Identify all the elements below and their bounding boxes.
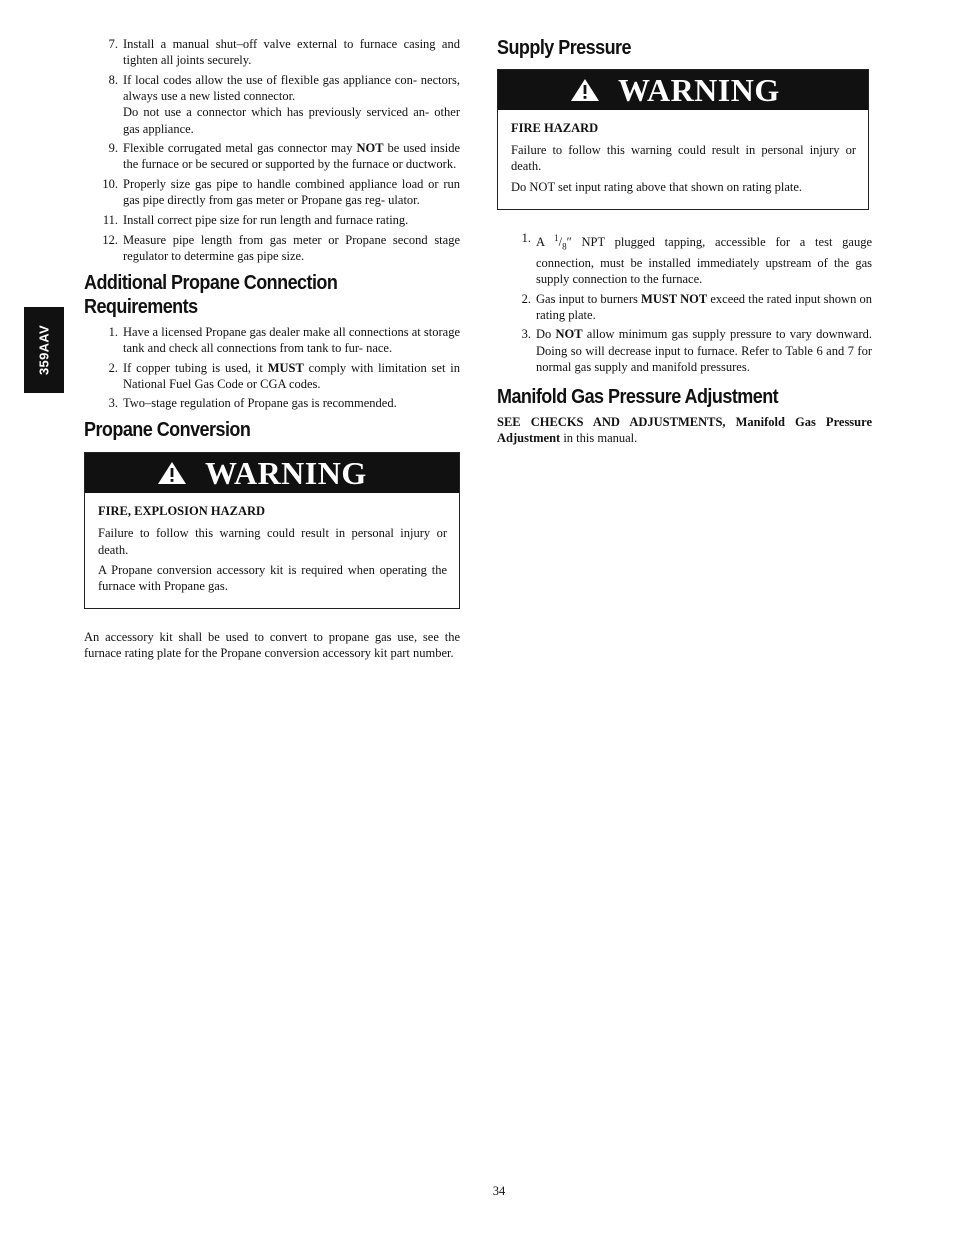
warning-banner bbox=[85, 453, 459, 493]
list-item: 11. Install correct pipe size for run length and furnace rating. bbox=[102, 213, 409, 228]
list-item: 1. Have a licensed Propane gas dealer make all connections at storage tank and check all connections from tank to fur- nace. bbox=[108, 324, 460, 355]
section-heading-supply-pressure: Supply Pressure bbox=[497, 37, 631, 59]
list-item: 3. Do NOT allow minimum gas supply pressure to vary downward. Doing so will decrease input to furnace. Refer to Table 6 and 7 for normal gas supply and manifold pressures. bbox=[521, 327, 873, 374]
propane-requirements-list bbox=[84, 324, 460, 412]
left-column bbox=[84, 36, 460, 662]
warning-triangle-icon bbox=[570, 78, 600, 102]
warning-text: Failure to follow this warning could result in personal injury or death. bbox=[98, 526, 447, 557]
list-item: 10. Properly size gas pipe to handle combined appliance load or run gas pipe directly from gas meter or Propane gas reg- ulator. bbox=[102, 177, 460, 208]
right-column bbox=[497, 36, 872, 446]
list-item: 2. If copper tubing is used, it MUST comply with limitation set in National Fuel Gas Code or CGA codes. bbox=[108, 360, 461, 391]
warning-body bbox=[498, 110, 868, 209]
warning-title: WARNING bbox=[205, 455, 367, 492]
list-item: 3. Two–stage regulation of Propane gas is recommended. bbox=[108, 396, 397, 411]
model-label: 359AAV bbox=[36, 325, 52, 375]
warning-banner bbox=[498, 70, 868, 110]
warning-text: A Propane conversion accessory kit is required when operating the furnace with Propane gas. bbox=[98, 562, 447, 593]
manifold-paragraph: SEE CHECKS AND ADJUSTMENTS, Manifold Gas Pressure Adjustment in this manual. bbox=[497, 414, 872, 445]
list-item: 7. Install a manual shut–off valve external to furnace casing and tighten all joints securely. bbox=[108, 37, 460, 68]
warning-body bbox=[85, 493, 459, 608]
warning-title: WARNING bbox=[618, 72, 780, 108]
section-heading-propane-conversion: Propane Conversion bbox=[84, 419, 251, 442]
list-item: 8. If local codes allow the use of flexible gas appliance con- nectors, always use a new listed connector. Do not use a connector which has previously serviced an- other gas appliance. bbox=[108, 72, 460, 136]
page-number: 34 bbox=[492, 1184, 506, 1198]
hazard-label: FIRE HAZARD bbox=[511, 121, 599, 135]
list-item: 2. Gas input to burners MUST NOT exceed the rated input shown on rating plate. bbox=[521, 291, 872, 322]
hazard-label: FIRE, EXPLOSION HAZARD bbox=[98, 504, 266, 519]
list-item: 1. A $^1/_8''$ NPT plugged tapping, accessible for a test gauge connection, must be installed immediately upstream of the gas supply connection to the furnace. bbox=[521, 230, 873, 286]
warning-triangle-icon bbox=[157, 461, 187, 485]
warning-box-propane bbox=[84, 452, 460, 609]
gas-piping-list bbox=[84, 36, 460, 264]
warning-text: Do NOT set input rating above that shown on rating plate. bbox=[511, 179, 803, 194]
list-item: 9. Flexible corrugated metal gas connector may NOT be used inside the furnace or be secured or supported by the furnace or ductwork. bbox=[108, 141, 460, 172]
accessory-kit-paragraph: An accessory kit shall be used to convert to propane gas use, see the furnace rating plate for the Propane conversion accessory kit part number. bbox=[84, 630, 460, 661]
warning-box-supply bbox=[497, 69, 869, 210]
warning-text: Failure to follow this warning could result in personal injury or death. bbox=[511, 143, 856, 174]
supply-pressure-list bbox=[497, 230, 872, 375]
section-heading-additional-propane: Additional Propane Connection Requirements bbox=[84, 271, 338, 318]
section-heading-manifold-gas: Manifold Gas Pressure Adjustment bbox=[497, 385, 779, 408]
side-tab bbox=[24, 307, 64, 393]
list-item: 12. Measure pipe length from gas meter or Propane second stage regulator to determine gas pipe size. bbox=[102, 232, 460, 263]
